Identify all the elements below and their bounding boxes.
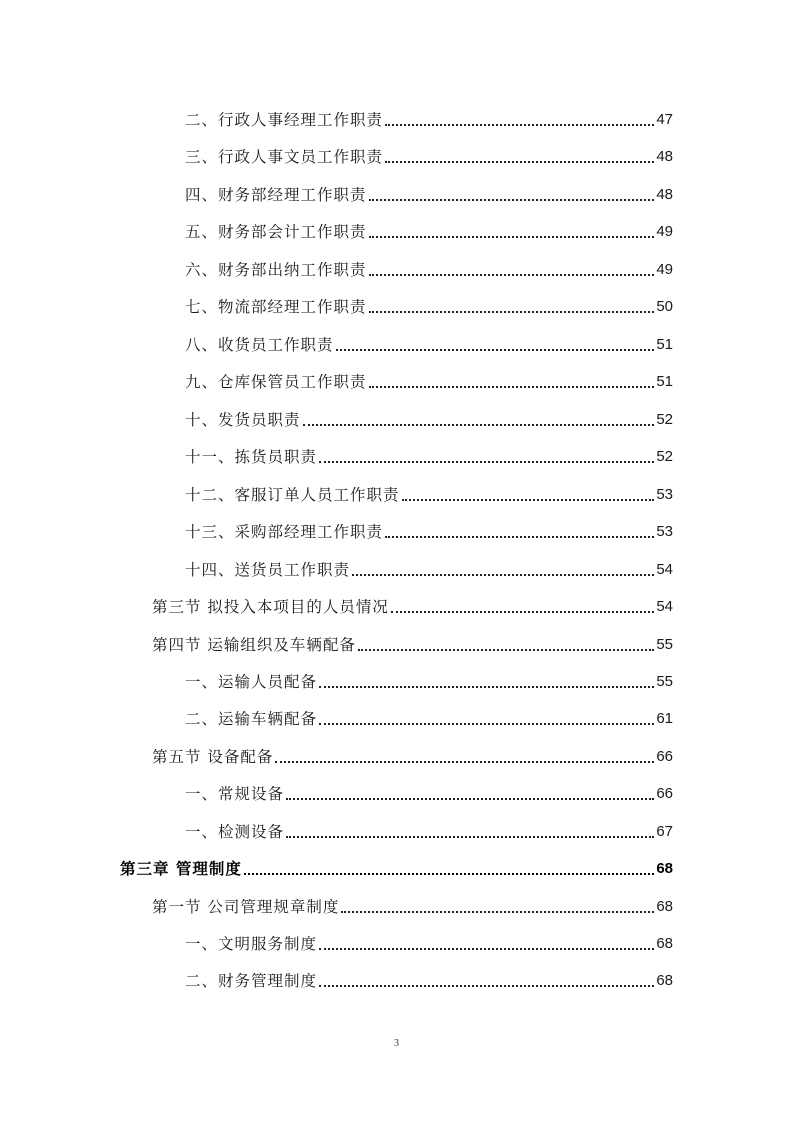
toc-entry-page: 52 [656,448,673,465]
toc-entry-title: 九、仓库保管员工作职责 [185,373,367,391]
toc-entry-page: 49 [656,261,673,278]
dot-leader [319,444,654,470]
toc-entry[interactable] [185,182,673,208]
toc-entry[interactable] [185,519,673,545]
toc-entry-page: 48 [656,148,673,165]
dot-leader [319,669,654,695]
dot-leader [286,819,654,845]
toc-entry-page: 67 [656,823,673,840]
toc-entry[interactable] [185,332,673,358]
toc-entry-title: 十四、送货员工作职责 [185,561,351,579]
toc-entry-page: 55 [656,673,673,690]
dot-leader [244,856,654,882]
dot-leader [286,781,654,807]
dot-leader [369,182,655,208]
toc-entry-page: 68 [656,898,673,915]
dot-leader [385,144,654,170]
toc-entry-page: 49 [656,223,673,240]
toc-entry[interactable] [185,444,673,470]
dot-leader [319,706,654,732]
dot-leader [402,482,655,508]
toc-entry-page: 66 [656,748,673,765]
toc-entry-title: 二、财务管理制度 [185,972,318,990]
toc-entry[interactable] [185,369,673,395]
dot-leader [369,257,655,283]
dot-leader [303,407,655,433]
dot-leader [319,931,654,957]
toc-entry-page: 53 [656,523,673,540]
dot-leader [385,107,654,133]
toc-entry-title: 第三章 管理制度 [120,860,242,878]
dot-leader [369,219,655,245]
toc-entry-page: 68 [656,972,673,989]
toc-entry[interactable] [185,931,673,957]
toc-entry-title: 十二、客服订单人员工作职责 [185,486,400,504]
toc-entry-title: 十一、拣货员职责 [185,448,318,466]
toc-entry[interactable] [185,294,673,320]
toc-entry-page: 54 [656,561,673,578]
toc-entry[interactable] [152,632,673,658]
toc-entry-page: 51 [656,373,673,390]
toc-entry-page: 47 [656,111,673,128]
toc-entry-title: 三、行政人事文员工作职责 [185,148,384,166]
toc-chapter-entry[interactable] [120,856,673,882]
dot-leader [341,894,654,920]
dot-leader [369,294,655,320]
toc-entry-title: 八、收货员工作职责 [185,336,334,354]
dot-leader [391,594,654,620]
toc-entry[interactable] [185,219,673,245]
toc-entry-title: 第五节 设备配备 [152,748,274,766]
toc-entry-title: 七、物流部经理工作职责 [185,298,367,316]
toc-entry-title: 第一节 公司管理规章制度 [152,898,340,916]
toc-entry-title: 第三节 拟投入本项目的人员情况 [152,598,389,616]
toc-entry[interactable] [185,669,673,695]
toc-entry-title: 二、行政人事经理工作职责 [185,111,384,129]
toc-entry-title: 一、文明服务制度 [185,935,318,953]
toc-entry[interactable] [185,257,673,283]
toc-entry[interactable] [185,407,673,433]
toc-entry-title: 一、检测设备 [185,823,285,841]
toc-entry[interactable] [185,482,673,508]
toc-entry[interactable] [185,557,673,583]
page-number: 3 [394,1038,399,1049]
toc-entry-title: 二、运输车辆配备 [185,710,318,728]
toc-entry[interactable] [185,819,673,845]
toc-entry-page: 52 [656,411,673,428]
toc-entry[interactable] [185,781,673,807]
dot-leader [319,968,654,994]
toc-entry-title: 六、财务部出纳工作职责 [185,261,367,279]
toc-entry[interactable] [152,744,673,770]
toc-entry-page: 68 [656,860,673,877]
toc-entry-title: 四、财务部经理工作职责 [185,186,367,204]
toc-entry-title: 第四节 运输组织及车辆配备 [152,636,356,654]
dot-leader [369,369,655,395]
toc-entry-page: 51 [656,336,673,353]
dot-leader [385,519,654,545]
toc-entry-title: 一、运输人员配备 [185,673,318,691]
dot-leader [275,744,654,770]
toc-entry[interactable] [185,706,673,732]
toc-entry-page: 61 [656,710,673,727]
toc-entry[interactable] [185,968,673,994]
toc-entry[interactable] [152,894,673,920]
toc-entry-title: 十三、采购部经理工作职责 [185,523,384,541]
toc-entry-page: 55 [656,636,673,653]
toc-entry[interactable] [185,144,673,170]
toc-entry[interactable] [152,594,673,620]
toc-entry-page: 54 [656,598,673,615]
toc-entry-page: 66 [656,785,673,802]
toc-entry-title: 五、财务部会计工作职责 [185,223,367,241]
dot-leader [336,332,655,358]
toc-entry-title: 一、常规设备 [185,785,285,803]
toc-entry-page: 50 [656,298,673,315]
toc-entry-page: 48 [656,186,673,203]
dot-leader [358,632,654,658]
dot-leader [352,557,654,583]
toc-entry-page: 68 [656,935,673,952]
toc-entry-page: 53 [656,486,673,503]
toc-entry-title: 十、发货员职责 [185,411,301,429]
toc-entry[interactable] [185,107,673,133]
